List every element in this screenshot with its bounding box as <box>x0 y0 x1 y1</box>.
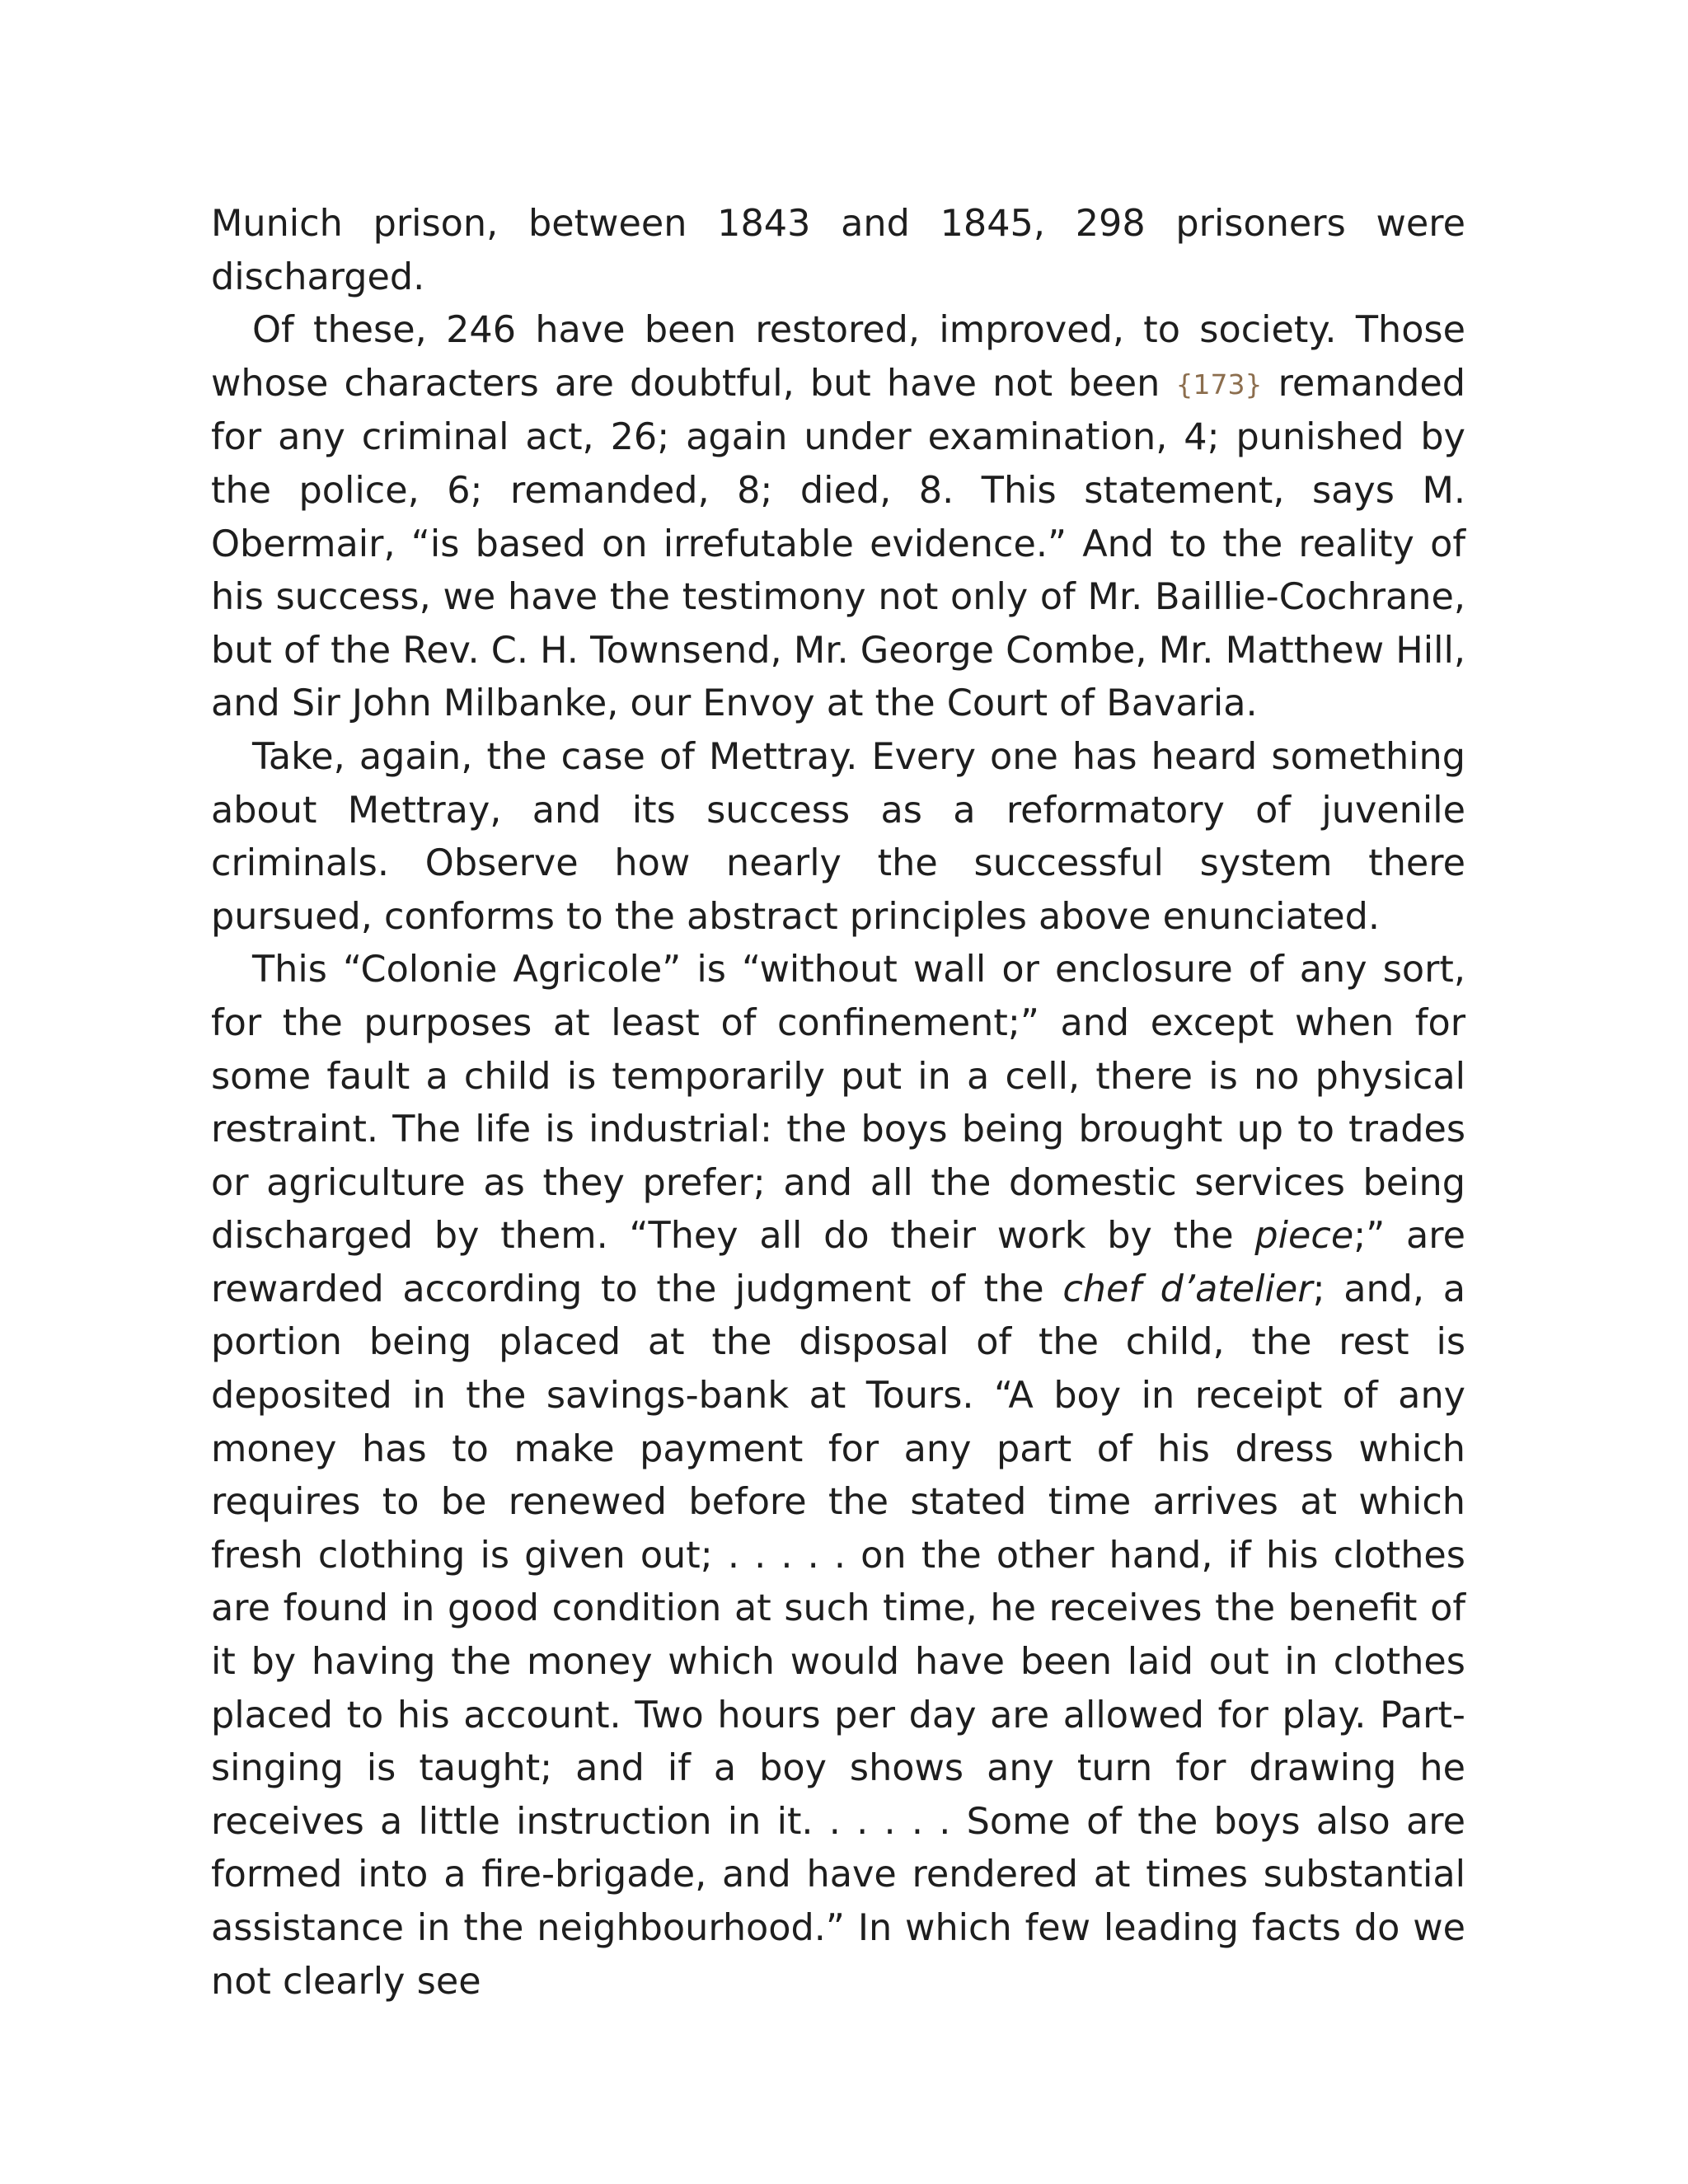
paragraph-4-text-a: This “Colonie Agricole” is “without wall or enclosure of any sort, for the purposes at least of confinement;” and except when for some fault a child is temporarily put in a cell, there is no physical restraint. The life is industrial: the boys being brought up to trades or agriculture as they prefer; and all the domestic services being discharged by them. “They all do their work by the <box>211 949 1465 1258</box>
paragraph-3-text: Take, again, the case of Mettray. Every one has heard something about Mettray, and its success as a reformatory of juvenile criminals. Observe how nearly the successful system there pursued, conforms to the abstract principles above enunciated. <box>211 735 1465 938</box>
paragraph-1 <box>211 198 1465 304</box>
italic-piece: piece <box>1254 1215 1354 1258</box>
paragraph-1-text: Munich prison, between 1843 and 1845, 298 prisoners were discharged. <box>211 203 1465 298</box>
paragraph-3 <box>211 731 1465 944</box>
paragraph-2 <box>211 304 1465 731</box>
paragraph-4 <box>211 944 1465 2008</box>
paragraph-4-text-b: ;” are rewarded according to the judgment of the <box>211 1215 1465 1310</box>
paragraph-2-text-b: remanded for any criminal act, 26; again under examination, 4; punished by the police, 6; remanded, 8; died, 8. This statement, says M. Obermair, “is based on irrefutable evidence.” And to the reality of his success, we have the testimony not only of Mr. Baillie-Cochrane, but of the Rev. C. H. Townsend, Mr. George Combe, Mr. Matthew Hill, and Sir John Milbanke, our Envoy at the Court of Bavaria. <box>211 362 1465 725</box>
paragraph-4-text-c: ; and, a portion being placed at the disposal of the child, the rest is deposited in the savings-bank at Tours. “A boy in receipt of any money has to make payment for any part of his dress which requires to be renewed before the stated time arrives at which fresh clothing is given out; . . . . . on the other hand, if his clothes are found in good condition at such time, he receives the benefit of it by having the money which would have been laid out in clothes placed to his account. Two hours per day are allowed for play. Part-singing is taught; and if a boy shows any turn for drawing he receives a little instruction in it. . . . . . Some of the boys also are formed into a fire-brigade, and have rendered at times substantial assistance in the neighbourhood.” In which few leading facts do we not clearly see <box>211 1268 1465 2003</box>
page-number-anchor[interactable]: {173} <box>1175 368 1263 401</box>
italic-chef-datelier: chef d’atelier <box>1062 1268 1313 1310</box>
document-page <box>211 198 1465 2008</box>
paragraph-2-text-a: Of these, 246 have been restored, improved, to society. Those whose characters are doubtful, but have not been <box>211 309 1465 405</box>
